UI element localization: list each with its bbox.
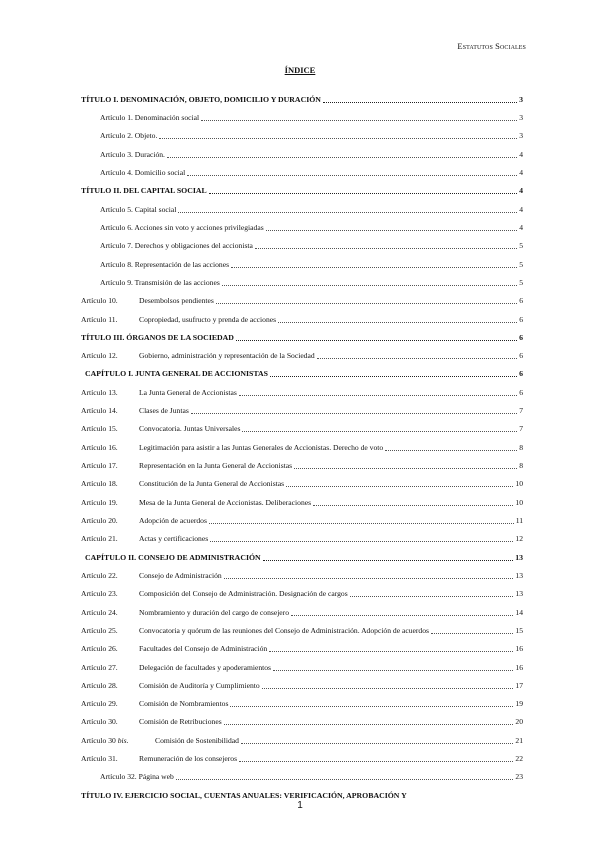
toc-entry-page: 6 bbox=[519, 333, 523, 342]
toc-entry-text: Comisión de Auditoría y Cumplimiento bbox=[139, 681, 260, 690]
toc-entry-text: Artículo 2. Objeto. bbox=[100, 131, 158, 140]
dot-leader bbox=[269, 650, 513, 652]
toc-entry-label bbox=[81, 589, 348, 599]
toc-article-entry[interactable] bbox=[81, 496, 523, 508]
toc-article-entry[interactable] bbox=[81, 148, 523, 160]
toc-entry-label bbox=[81, 717, 222, 727]
toc-article-entry[interactable] bbox=[81, 587, 523, 599]
toc-entry-number: Artículo 11. bbox=[81, 315, 118, 324]
toc-entry-page: 12 bbox=[515, 534, 523, 543]
toc-entry-page: 4 bbox=[519, 150, 523, 159]
toc-article-entry[interactable] bbox=[81, 313, 523, 325]
toc-article-entry[interactable] bbox=[81, 258, 523, 270]
toc-entry-number: Artículo 28. bbox=[81, 681, 118, 690]
toc-entry-page: 3 bbox=[519, 95, 523, 104]
toc-entry-page: 7 bbox=[519, 424, 523, 433]
dot-leader bbox=[236, 339, 517, 341]
dot-leader bbox=[216, 302, 517, 304]
toc-entry-page: 15 bbox=[515, 626, 523, 635]
toc-article-entry[interactable] bbox=[81, 129, 523, 141]
toc-entry-page: 17 bbox=[515, 681, 523, 690]
toc-entry-number: Artículo 29. bbox=[81, 699, 118, 708]
toc-entry-label bbox=[81, 186, 207, 196]
toc-entry-text: Artículo 9. Transmisión de las acciones bbox=[100, 278, 220, 287]
running-header-text: Estatutos Sociales bbox=[457, 41, 526, 51]
toc-entry-page: 3 bbox=[519, 131, 523, 140]
page-number: 1 bbox=[297, 800, 303, 811]
toc-entry-page: 5 bbox=[519, 278, 523, 287]
toc-entry-page: 6 bbox=[519, 351, 523, 360]
toc-entry-page: 21 bbox=[515, 736, 523, 745]
toc-entry-text: Comisión de Nombramientos bbox=[139, 699, 229, 708]
toc-entry-page: 7 bbox=[519, 406, 523, 415]
toc-entry-label bbox=[100, 772, 174, 782]
toc-entry-text: TÍTULO III. ÓRGANOS DE LA SOCIEDAD bbox=[81, 333, 234, 342]
toc-entry-number: Artículo 22. bbox=[81, 571, 118, 580]
toc-entry-label bbox=[100, 241, 253, 251]
toc-entry-label bbox=[81, 626, 429, 636]
dot-leader bbox=[201, 119, 517, 121]
toc-entry-text: Artículo 1. Denominación social bbox=[100, 113, 200, 122]
toc-entry-text: Convocatoria. Juntas Universales bbox=[139, 424, 241, 433]
toc-entry-label bbox=[81, 388, 237, 398]
toc-entry-number: Artículo 17. bbox=[81, 461, 118, 470]
toc-entry-number: Artículo 18. bbox=[81, 479, 118, 488]
toc-entry-page: 19 bbox=[515, 699, 523, 708]
toc-entry-page: 6 bbox=[519, 369, 523, 378]
toc-entry-page: 4 bbox=[519, 168, 523, 177]
dot-leader bbox=[350, 595, 514, 597]
toc-entry-page: 16 bbox=[515, 644, 523, 653]
toc-entry-text: Remuneración de los consejeros bbox=[139, 754, 238, 763]
toc-article-entry[interactable] bbox=[81, 715, 523, 727]
toc-entry-page: 6 bbox=[519, 296, 523, 305]
toc-entry-text: Copropiedad, usufructo y prenda de acciones bbox=[139, 315, 277, 324]
toc-entry-label bbox=[81, 571, 222, 581]
toc-entry-label bbox=[85, 553, 261, 563]
toc-article-entry[interactable] bbox=[81, 532, 523, 544]
toc-entry-label bbox=[100, 131, 157, 141]
dot-leader bbox=[323, 101, 517, 103]
toc-entry-page: 8 bbox=[519, 443, 523, 452]
toc-entry-page: 16 bbox=[515, 663, 523, 672]
toc-title-entry[interactable] bbox=[81, 331, 523, 343]
toc-entry-label bbox=[85, 369, 268, 379]
toc-entry-text: Comisión de Sostenibilidad bbox=[155, 736, 239, 745]
toc-entry-page: 14 bbox=[515, 608, 523, 617]
toc-entry-text: Actas y certificaciones bbox=[139, 534, 209, 543]
toc-entry-page: 4 bbox=[519, 223, 523, 232]
toc-entry-text: TÍTULO IV. EJERCICIO SOCIAL, CUENTAS ANUALES: VERIFICACIÓN, APROBACIÓN Y bbox=[81, 791, 407, 800]
toc-entry-text: Artículo 6. Acciones sin voto y acciones privilegiadas bbox=[100, 223, 264, 232]
toc-entry-number: Artículo 16. bbox=[81, 443, 118, 452]
toc-entry-label bbox=[100, 168, 185, 178]
toc-article-entry[interactable] bbox=[81, 404, 523, 416]
toc-article-entry[interactable] bbox=[81, 569, 523, 581]
toc-article-entry[interactable] bbox=[81, 459, 523, 471]
toc-entry-text: Artículo 32. Página web bbox=[100, 772, 174, 781]
toc-entry-page: 20 bbox=[515, 717, 523, 726]
toc-entry-text: Composición del Consejo de Administración. Designación de cargos bbox=[139, 589, 348, 598]
toc-article-entry[interactable] bbox=[81, 349, 523, 361]
toc-entry-label bbox=[81, 699, 228, 709]
toc-entry-text: Nombramiento y duración del cargo de consejero bbox=[139, 608, 289, 617]
toc-entry-label bbox=[81, 424, 240, 434]
toc-entry-text: La Junta General de Accionistas bbox=[139, 388, 237, 397]
toc-entry-number: Artículo 25. bbox=[81, 626, 118, 635]
toc-entry-page: 22 bbox=[515, 754, 523, 763]
dot-leader bbox=[278, 321, 517, 323]
index-title: ÍNDICE bbox=[284, 65, 316, 75]
toc-entry-text: CAPÍTULO II. CONSEJO DE ADMINISTRACIÓN bbox=[85, 553, 261, 562]
toc-entry-label bbox=[100, 260, 229, 270]
dot-leader bbox=[230, 705, 513, 707]
toc-entry-page: 23 bbox=[515, 772, 523, 781]
toc-entry-label bbox=[100, 223, 264, 233]
toc-entry-number: Artículo 10. bbox=[81, 296, 118, 305]
toc-entry-text: Artículo 4. Domicilio social bbox=[100, 168, 186, 177]
toc-entry-text: TÍTULO II. DEL CAPITAL SOCIAL bbox=[81, 186, 207, 195]
toc-entry-number: Artículo 13. bbox=[81, 388, 118, 397]
toc-entry-text: Gobierno, administración y representación de la Sociedad bbox=[139, 351, 315, 360]
dot-leader bbox=[431, 632, 513, 634]
dot-leader bbox=[263, 559, 514, 561]
toc-article-entry[interactable] bbox=[81, 624, 523, 636]
toc-article-entry[interactable] bbox=[81, 514, 523, 526]
toc-entry-label bbox=[81, 406, 189, 416]
toc-entry-text: TÍTULO I. DENOMINACIÓN, OBJETO, DOMICILIO Y DURACIÓN bbox=[81, 95, 321, 104]
toc-entry-label bbox=[81, 479, 284, 489]
toc-entry-page: 13 bbox=[515, 589, 523, 598]
toc-article-entry[interactable] bbox=[81, 661, 523, 673]
toc-entry-page: 5 bbox=[519, 241, 523, 250]
dot-leader bbox=[159, 137, 517, 139]
toc-article-entry[interactable] bbox=[81, 239, 523, 251]
dot-leader bbox=[231, 266, 517, 268]
dot-leader bbox=[210, 540, 513, 542]
toc-article-entry[interactable] bbox=[81, 752, 523, 764]
toc-entry-label bbox=[81, 296, 214, 306]
toc-entry-number: Artículo 14. bbox=[81, 406, 118, 415]
toc-entry-text: Clases de Juntas bbox=[139, 406, 189, 415]
toc-entry-number: Artículo 15. bbox=[81, 424, 118, 433]
toc-entry-label bbox=[81, 736, 239, 746]
dot-leader bbox=[187, 174, 517, 176]
toc-article-entry[interactable] bbox=[81, 166, 523, 178]
toc-entry-label bbox=[100, 205, 176, 215]
toc-article-entry[interactable] bbox=[81, 294, 523, 306]
dot-leader bbox=[209, 522, 514, 524]
toc-entry-label bbox=[100, 150, 165, 160]
dot-leader bbox=[239, 394, 517, 396]
dot-leader bbox=[270, 375, 517, 377]
toc-entry-page: 6 bbox=[519, 315, 523, 324]
toc-entry-label bbox=[81, 498, 311, 508]
toc-entry-text: Artículo 5. Capital social bbox=[100, 205, 177, 214]
toc-article-entry[interactable] bbox=[81, 422, 523, 434]
toc-entry-text: Adopción de acuerdos bbox=[139, 516, 207, 525]
toc-article-entry[interactable] bbox=[81, 642, 523, 654]
dot-leader bbox=[209, 192, 517, 194]
toc-article-entry[interactable] bbox=[81, 606, 523, 618]
toc-entry-page: 8 bbox=[519, 461, 523, 470]
toc-article-entry[interactable] bbox=[81, 477, 523, 489]
dot-leader bbox=[294, 467, 517, 469]
toc-entry-number: Artículo 27. bbox=[81, 663, 118, 672]
toc-entry-number: Artículo 30 bis. bbox=[81, 736, 129, 745]
toc-entry-page: 3 bbox=[519, 113, 523, 122]
toc-entry-number: Artículo 19. bbox=[81, 498, 118, 507]
dot-leader bbox=[291, 614, 513, 616]
toc-entry-text: Mesa de la Junta General de Accionistas. Deliberaciones bbox=[139, 498, 312, 507]
toc-entry-text: Artículo 7. Derechos y obligaciones del accionista bbox=[100, 241, 253, 250]
toc-entry-number: Artículo 30. bbox=[81, 717, 118, 726]
dot-leader bbox=[385, 449, 517, 451]
toc-entry-label bbox=[81, 461, 292, 471]
toc-chapter-entry[interactable] bbox=[81, 367, 523, 379]
toc-entry-text: Comisión de Retribuciones bbox=[139, 717, 222, 726]
toc-entry-label bbox=[100, 278, 220, 288]
toc-entry-page: 11 bbox=[515, 516, 523, 525]
toc-entry-text: Representación en la Junta General de Accionistas bbox=[139, 461, 293, 470]
toc-entry-text: Artículo 8. Representación de las acciones bbox=[100, 260, 230, 269]
toc-entry-text: Desembolsos pendientes bbox=[139, 296, 214, 305]
toc-article-entry[interactable] bbox=[81, 276, 523, 288]
toc-article-entry[interactable] bbox=[81, 203, 523, 215]
dot-leader bbox=[191, 412, 517, 414]
toc-entry-page: 4 bbox=[519, 186, 523, 195]
toc-entry-text: Constitución de la Junta General de Accionistas bbox=[139, 479, 285, 488]
toc-entry-number: Artículo 24. bbox=[81, 608, 118, 617]
toc-entry-page: 6 bbox=[519, 388, 523, 397]
toc-article-entry[interactable] bbox=[81, 221, 523, 233]
toc-entry-label bbox=[100, 113, 199, 123]
toc-article-entry[interactable] bbox=[81, 679, 523, 691]
dot-leader bbox=[176, 778, 514, 780]
toc-entry-label bbox=[81, 516, 207, 526]
toc-article-entry[interactable] bbox=[81, 386, 523, 398]
toc-entry-page: 10 bbox=[515, 498, 523, 507]
toc-entry-text: Artículo 3. Duración. bbox=[100, 150, 165, 159]
running-header bbox=[457, 41, 526, 51]
toc-article-entry[interactable] bbox=[81, 111, 523, 123]
toc-entry-number: Artículo 21. bbox=[81, 534, 118, 543]
toc-entry-label bbox=[81, 351, 315, 361]
toc-entry-page: 10 bbox=[515, 479, 523, 488]
dot-leader bbox=[262, 687, 514, 689]
dot-leader bbox=[224, 577, 514, 579]
toc-entry-label bbox=[81, 644, 267, 654]
dot-leader bbox=[242, 430, 517, 432]
dot-leader bbox=[313, 504, 513, 506]
toc-entry-text: CAPÍTULO I. JUNTA GENERAL DE ACCIONISTAS bbox=[85, 369, 268, 378]
toc-entry-page: 4 bbox=[519, 205, 523, 214]
toc-entry-number: Artículo 26. bbox=[81, 644, 118, 653]
toc-entry-text: Facultades del Consejo de Administración bbox=[139, 644, 268, 653]
toc-entry-text: Legitimación para asistir a las Juntas Generales de Accionistas. Derecho de voto bbox=[139, 443, 384, 452]
toc-entry-number: Artículo 20. bbox=[81, 516, 118, 525]
toc-title-entry[interactable] bbox=[81, 184, 523, 196]
toc-article-entry[interactable] bbox=[81, 770, 523, 782]
toc-entry-number: Artículo 31. bbox=[81, 754, 118, 763]
dot-leader bbox=[178, 211, 517, 213]
toc-entry-label bbox=[81, 754, 237, 764]
dot-leader bbox=[239, 760, 513, 762]
toc-entry-number: Artículo 12. bbox=[81, 351, 118, 360]
dot-leader bbox=[266, 229, 518, 231]
dot-leader bbox=[241, 742, 513, 744]
toc-entry-page: 13 bbox=[515, 553, 523, 562]
dot-leader bbox=[255, 247, 517, 249]
toc-entry-text: Consejo de Administración bbox=[139, 571, 222, 580]
toc-entry-text: Delegación de facultades y apoderamientos bbox=[139, 663, 271, 672]
toc-entry-page: 13 bbox=[515, 571, 523, 580]
toc-entry-text: Convocatoria y quórum de las reuniones del Consejo de Administración. Adopción de acuerdos bbox=[139, 626, 429, 635]
toc-entry-label bbox=[81, 608, 289, 618]
dot-leader bbox=[167, 156, 517, 158]
toc-article-entry[interactable] bbox=[81, 441, 523, 453]
toc-entry-label bbox=[81, 95, 321, 105]
dot-leader bbox=[224, 723, 514, 725]
toc-entry-label bbox=[81, 534, 208, 544]
toc-article-entry[interactable] bbox=[81, 734, 523, 746]
toc-entry-number: Artículo 23. bbox=[81, 589, 118, 598]
toc-entry-page: 5 bbox=[519, 260, 523, 269]
toc-entry-label bbox=[81, 443, 383, 453]
toc-entry-label bbox=[81, 315, 276, 325]
toc-entry-label bbox=[81, 333, 234, 343]
toc-entry-label bbox=[81, 681, 260, 691]
toc-entry-label bbox=[81, 663, 271, 673]
toc-title-entry[interactable] bbox=[81, 93, 523, 105]
dot-leader bbox=[222, 284, 517, 286]
dot-leader bbox=[273, 669, 513, 671]
dot-leader bbox=[317, 357, 518, 359]
toc-chapter-entry[interactable] bbox=[81, 551, 523, 563]
dot-leader bbox=[286, 485, 513, 487]
toc-article-entry[interactable] bbox=[81, 697, 523, 709]
